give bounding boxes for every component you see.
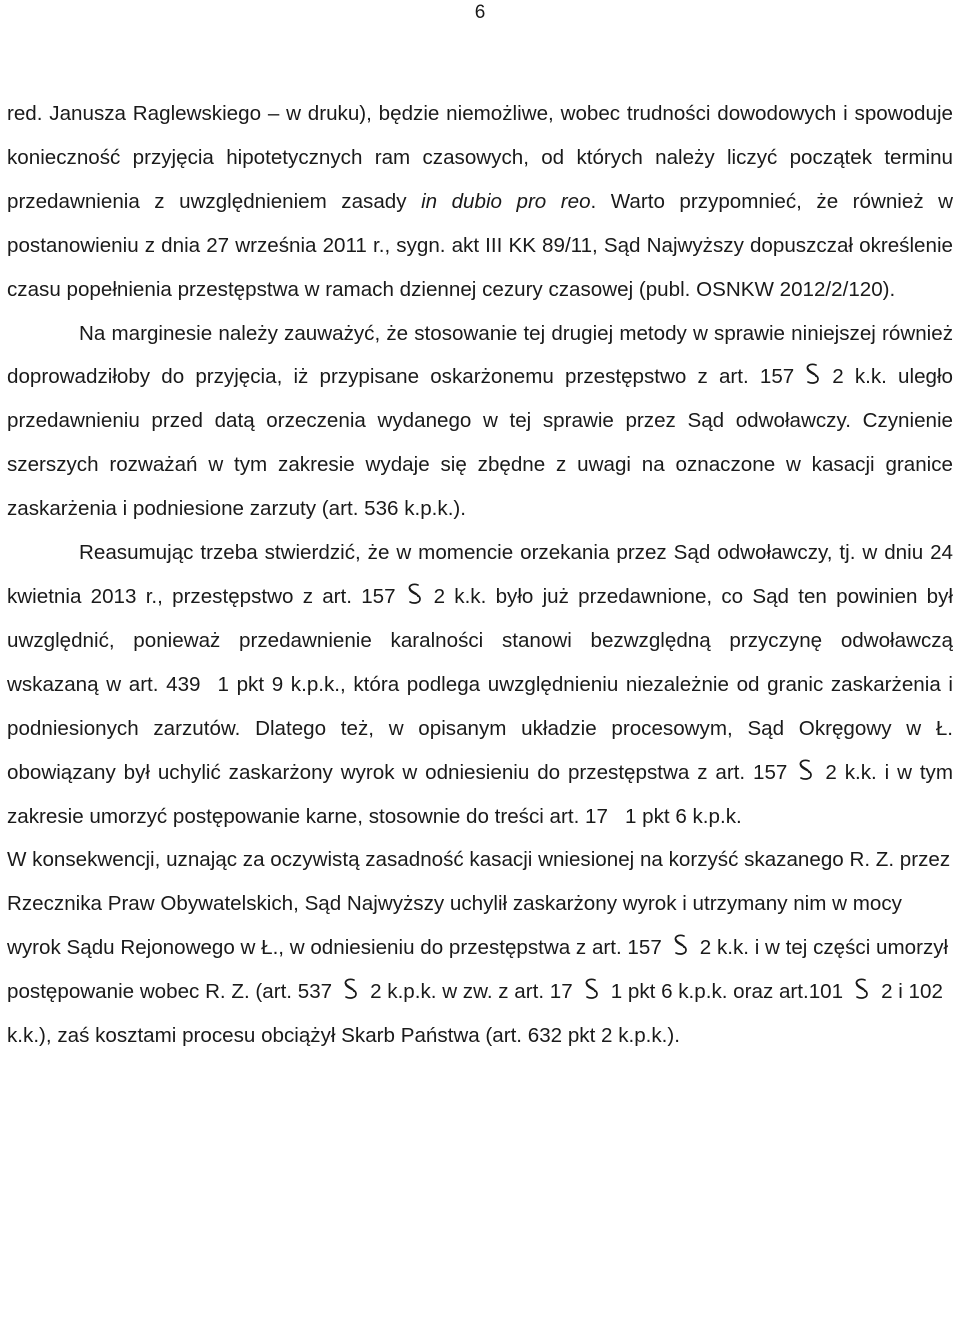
section-icon (403, 582, 425, 606)
text-run: Na marginesie należy zauważyć, że stosowanie tej drugiej metody w sprawie niniejszej również doprowadziłoby do przyjęcia, iż przypisane oskarżonemu przestępstwo z art. 157 (7, 321, 953, 389)
paragraph (7, 92, 953, 312)
page-number: 6 (474, 2, 486, 23)
paragraph (7, 312, 953, 532)
text-run: W konsekwencji, uznając za oczywistą zasadność kasacji wniesionej na korzyść skazanego R. Z. przez Rzecznika Praw Obywatelskich, Sąd Najwyższy uchylił zaskarżony wyrok i utrzymany nim w mocy wyrok Sądu Rejonowego w Ł., w odniesieniu do przestępstwa z art. 157 (7, 848, 951, 960)
section-icon (580, 977, 602, 1001)
paragraph (7, 531, 953, 838)
text-run: 2 k.k. i w tej części umorzył postępowanie wobec R. Z. (art. 537 (7, 936, 949, 1004)
text-run: Reasumując trzeba stwierdzić, że w momencie orzekania przez Sąd odwoławczy, tj. w dniu 24 kwietnia 2013 r., przestępstwo z art. 157 (7, 541, 953, 608)
italic-text: in dubio pro reo (421, 189, 591, 213)
text-run: . Warto przypomnieć, że również w postanowieniu z dnia 27 września 2011 r., sygn. akt III KK 89/11, Sąd Najwyższy dopuszczał określenie czasu popełnienia przestępstwa w ramach dziennej cezury czasowej (publ. OSNKW 2012/2/120). (7, 189, 953, 301)
text-run: 1 pkt 6 k.p.k. oraz art.101 (610, 980, 844, 1004)
text-run: 1 pkt 9 k.p.k., która podlega uwzględnieniu niezależnie od granic zaskarżenia i podniesionych zarzutów. Dlatego też, w opisanym układzie procesowym, Sąd Okręgowy w Ł. obowiązany był uchylić zaskarżony wyrok w odniesieniu do przestępstwa z art. 157 (7, 672, 953, 784)
text-run: 2 i 102 k.k.), zaś kosztami procesu obciążył Skarb Państwa (art. 632 pkt 2 k.p.k.). (7, 980, 943, 1048)
section-icon (801, 362, 823, 386)
text-run: 2 k.p.k. w zw. z art. 17 (370, 980, 573, 1004)
text-run: 2 k.k. i w tym zakresie umorzyć postępowanie karne, stosownie do treści art. 17 (7, 760, 954, 828)
text-run: 2 k.k. uległo przedawnieniu przed datą orzeczenia wydanego w tej sprawie przez Sąd odwoławczy. Czynienie szerszych rozważań w tym zakresie wydaje się zbędne z uwagi na oznaczone w kasacji granice zaskarżenia i podniesione zarzuty (art. 536 k.p.k.). (7, 365, 954, 521)
document-body (7, 92, 953, 1058)
section-icon (850, 977, 872, 1001)
text-run: 1 pkt 6 k.p.k. (624, 804, 742, 828)
section-icon (669, 933, 691, 957)
section-icon (339, 977, 361, 1001)
text-run: red. Janusza Raglewskiego – w druku), będzie niemożliwe, wobec trudności dowodowych i spowoduje konieczność przyjęcia hipotetycznych ram czasowych, od których należy liczyć początek terminu przedawnienia z uwzględnieniem zasady (7, 102, 953, 213)
paragraph (7, 838, 953, 1058)
section-icon (794, 758, 816, 782)
text-run: 2 k.k. było już przedawnione, co Sąd ten powinien był uwzględnić, ponieważ przedawnienie karalności stanowi bezwzględną przyczynę odwoławczą wskazaną w art. 439 (7, 584, 953, 696)
